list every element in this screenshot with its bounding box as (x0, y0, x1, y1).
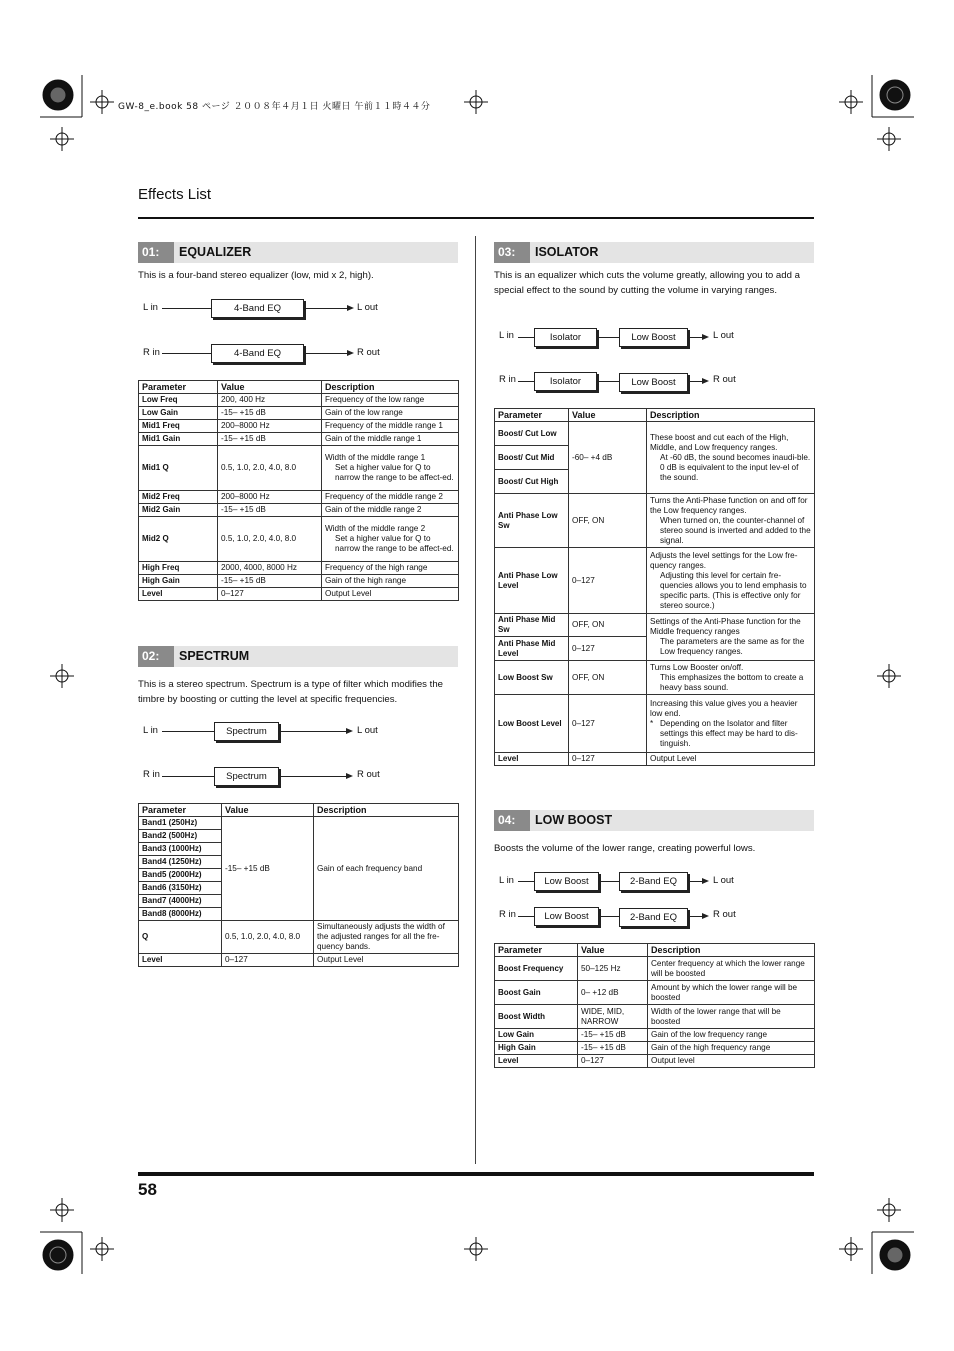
col-header: Description (648, 944, 815, 957)
desc: Frequency of the low range (322, 394, 459, 407)
param: Band3 (1000Hz) (139, 843, 222, 856)
signal-line (518, 916, 535, 917)
table-row (139, 575, 459, 588)
spectrum-table (138, 803, 459, 967)
signal-line (689, 337, 703, 338)
r-in-label: R in (499, 374, 516, 385)
param: Low Freq (139, 394, 218, 407)
param: Anti Phase Low Level (495, 548, 569, 614)
param: Q (139, 921, 222, 954)
lowboost-box-r: Low Boost (534, 907, 599, 926)
col-header: Value (569, 409, 647, 422)
page-number: 58 (138, 1180, 157, 1199)
table-row (495, 753, 815, 766)
signal-line (305, 308, 348, 309)
table-row (495, 422, 815, 446)
value: -15– +15 dB (218, 407, 322, 420)
desc: Output Level (314, 954, 459, 967)
value: OFF, ON (569, 614, 647, 637)
desc: Gain of the high frequency range (648, 1042, 815, 1055)
arrow-icon (702, 878, 709, 884)
eq-box-r: 4-Band EQ (211, 344, 304, 363)
table-row (495, 981, 815, 1005)
value: 0.5, 1.0, 2.0, 4.0, 8.0 (218, 446, 322, 491)
value: -15– +15 dB (578, 1042, 648, 1055)
section-title: SPECTRUM (179, 649, 250, 663)
note-mark: * (650, 718, 654, 728)
column-divider (475, 236, 476, 1164)
isolator-box-l: Isolator (534, 328, 597, 347)
desc-line: These boost and cut each of the High, Middle, and Low frequency ranges. (650, 432, 789, 452)
desc (322, 446, 459, 491)
arrow-icon (346, 728, 353, 734)
desc: Gain of the low frequency range (648, 1029, 815, 1042)
param: Band2 (500Hz) (139, 830, 222, 843)
equalizer-intro: This is a four-band stereo equalizer (low, mid x 2, high). (138, 270, 374, 281)
r-out-label: R out (357, 769, 380, 780)
signal-line (162, 731, 215, 732)
param: Mid1 Freq (139, 420, 218, 433)
desc-line: Width of the middle range 1 (325, 453, 426, 462)
l-out-label: L out (357, 725, 378, 736)
running-title: Effects List (138, 186, 212, 203)
desc: Gain of the low range (322, 407, 459, 420)
signal-line (518, 337, 535, 338)
table-row (139, 817, 459, 830)
desc: Amount by which the lower range will be boosted (648, 981, 815, 1005)
arrow-icon (347, 350, 354, 356)
value: -15– +15 dB (222, 817, 314, 921)
section-number: 02: (138, 646, 174, 667)
value: -15– +15 dB (218, 575, 322, 588)
param: Band6 (3150Hz) (139, 882, 222, 895)
section-number: 04: (494, 810, 530, 831)
table-row (495, 548, 815, 614)
lowboost-box-l: Low Boost (619, 328, 688, 347)
value: 2000, 4000, 8000 Hz (218, 562, 322, 575)
spectrum-intro: This is a stereo spectrum. Spectrum is a type of filter which modifies the timbre by boosting or cutting the level at specific frequencies. (138, 679, 443, 705)
signal-line (689, 916, 703, 917)
col-header: Parameter (139, 381, 218, 394)
param: Band8 (8000Hz) (139, 908, 222, 921)
table-row (139, 954, 459, 967)
desc (647, 614, 815, 661)
l-out-label: L out (713, 875, 734, 886)
param: Anti Phase Mid Sw (495, 614, 569, 637)
lowboost-table (494, 943, 815, 1068)
spectrum-box-r: Spectrum (214, 767, 279, 786)
eq-box-l: 4-Band EQ (211, 299, 304, 318)
signal-line (598, 381, 620, 382)
l-out-label: L out (713, 330, 734, 341)
col-header: Parameter (495, 409, 569, 422)
isolator-table (494, 408, 815, 766)
desc: Frequency of the middle range 1 (322, 420, 459, 433)
table-row (495, 494, 815, 548)
table-header-row (495, 409, 815, 422)
table-row (495, 1005, 815, 1029)
isolator-box-r: Isolator (534, 372, 597, 391)
desc (647, 695, 815, 753)
value: 200–8000 Hz (218, 420, 322, 433)
col-header: Description (647, 409, 815, 422)
param: High Freq (139, 562, 218, 575)
table-header-row (139, 381, 459, 394)
equalizer-table (138, 380, 459, 601)
desc (647, 548, 815, 614)
l-in-label: L in (499, 875, 514, 886)
value: 0–127 (218, 588, 322, 601)
param: Low Boost Sw (495, 661, 569, 695)
desc: Center frequency at which the lower range will be boosted (648, 957, 815, 981)
spectrum-box-l: Spectrum (214, 722, 279, 741)
table-header-row (495, 944, 815, 957)
param: Mid1 Q (139, 446, 218, 491)
table-row (495, 957, 815, 981)
table-row (139, 517, 459, 562)
section-number: 03: (494, 242, 530, 263)
param: Level (139, 588, 218, 601)
desc: Gain of each frequency band (314, 817, 459, 921)
col-header: Value (218, 381, 322, 394)
desc: Simultaneously adjusts the width of the adjusted ranges for all the fre-quency bands. (314, 921, 459, 954)
section-title: LOW BOOST (535, 813, 613, 827)
param: Level (495, 753, 569, 766)
param: Band1 (250Hz) (139, 817, 222, 830)
value: WIDE, MID, NARROW (578, 1005, 648, 1029)
value: 200–8000 Hz (218, 491, 322, 504)
lowboost-box-r: Low Boost (619, 373, 688, 392)
signal-line (598, 337, 620, 338)
top-rule (138, 217, 814, 219)
col-header: Description (322, 381, 459, 394)
param: Low Gain (139, 407, 218, 420)
lowboost-box-l: Low Boost (534, 872, 599, 891)
signal-line (162, 353, 212, 354)
table-row (495, 1042, 815, 1055)
arrow-icon (702, 378, 709, 384)
param: Low Gain (495, 1029, 578, 1042)
value: 0–127 (569, 548, 647, 614)
arrow-icon (702, 913, 709, 919)
section-equalizer-header (138, 242, 458, 263)
r-in-label: R in (143, 347, 160, 358)
r-out-label: R out (357, 347, 380, 358)
bottom-rule (138, 1172, 814, 1176)
table-row (495, 1055, 815, 1068)
table-row (139, 921, 459, 954)
2band-eq-box-r: 2-Band EQ (619, 908, 688, 927)
param: Mid2 Freq (139, 491, 218, 504)
print-header: GW-8_e.book 58 ページ ２００８年４月１日 火曜日 午前１１時４４分 (118, 102, 431, 112)
table-row (139, 491, 459, 504)
signal-line (518, 381, 535, 382)
desc-line: Turns Low Booster on/off. (650, 662, 744, 672)
signal-line (280, 731, 347, 732)
value: 0.5, 1.0, 2.0, 4.0, 8.0 (222, 921, 314, 954)
r-out-label: R out (713, 909, 736, 920)
value: 200, 400 Hz (218, 394, 322, 407)
desc (322, 517, 459, 562)
desc (647, 661, 815, 695)
signal-line (600, 881, 620, 882)
param: Level (495, 1055, 578, 1068)
desc-detail: When turned on, the counter-channel of stereo sound is inverted and added to the signal. (660, 515, 811, 545)
desc (647, 422, 815, 494)
table-row (139, 562, 459, 575)
desc-line: Turns the Anti-Phase function on and off for the Low frequency ranges. (650, 495, 808, 515)
table-row (495, 614, 815, 637)
value: -15– +15 dB (578, 1029, 648, 1042)
desc-detail: Set a higher value for Q to narrow the range to be affect-ed. (335, 534, 454, 553)
param: Boost/ Cut Low (495, 422, 569, 446)
col-header: Value (222, 804, 314, 817)
table-row (139, 504, 459, 517)
value: 0–127 (569, 637, 647, 661)
param: High Gain (495, 1042, 578, 1055)
table-row (139, 420, 459, 433)
col-header: Parameter (495, 944, 578, 957)
desc-line: Adjusts the level settings for the Low fre-quency ranges. (650, 550, 798, 570)
table-header-row (139, 804, 459, 817)
param: Boost/ Cut High (495, 470, 569, 494)
desc-line: Settings of the Anti-Phase function for the Middle frequency ranges (650, 617, 801, 636)
note-text: Depending on the Isolator and filter settings this effect may be hard to dis-tinguish. (660, 718, 798, 748)
param: Mid2 Gain (139, 504, 218, 517)
desc: Gain of the middle range 2 (322, 504, 459, 517)
table-row (139, 407, 459, 420)
signal-line (600, 916, 620, 917)
desc-detail: At -60 dB, the sound becomes inaudi-ble. 0 dB is equivalent to the input lev-el of the sound. (660, 452, 811, 482)
param: Mid2 Q (139, 517, 218, 562)
l-in-label: L in (143, 725, 158, 736)
r-in-label: R in (143, 769, 160, 780)
value: 0– +12 dB (578, 981, 648, 1005)
value: 0–127 (569, 695, 647, 753)
param: Anti Phase Low Sw (495, 494, 569, 548)
value: 0–127 (569, 753, 647, 766)
arrow-icon (347, 305, 354, 311)
signal-line (305, 353, 348, 354)
desc-detail: Set a higher value for Q to narrow the range to be affect-ed. (335, 463, 454, 482)
desc-detail: This emphasizes the bottom to create a heavy bass sound. (660, 672, 804, 692)
table-row (139, 433, 459, 446)
value: 0.5, 1.0, 2.0, 4.0, 8.0 (218, 517, 322, 562)
desc: Gain of the high range (322, 575, 459, 588)
col-header: Description (314, 804, 459, 817)
param: Boost Gain (495, 981, 578, 1005)
table-row (139, 394, 459, 407)
desc: Frequency of the high range (322, 562, 459, 575)
desc-line: Width of the middle range 2 (325, 524, 426, 533)
param: High Gain (139, 575, 218, 588)
value: -15– +15 dB (218, 504, 322, 517)
table-row (495, 695, 815, 753)
desc-detail: Adjusting this level for certain fre-quencies allows you to lend emphasis to specific parts. (This is effective only for stereo source.) (660, 570, 807, 610)
l-in-label: L in (143, 302, 158, 313)
param: Boost/ Cut Mid (495, 446, 569, 470)
signal-line (162, 776, 215, 777)
param: Band4 (1250Hz) (139, 856, 222, 869)
value: 0–127 (578, 1055, 648, 1068)
section-title: EQUALIZER (179, 245, 252, 259)
param: Band7 (4000Hz) (139, 895, 222, 908)
col-header: Value (578, 944, 648, 957)
value: -15– +15 dB (218, 433, 322, 446)
2band-eq-box-l: 2-Band EQ (619, 872, 688, 891)
param: Low Boost Level (495, 695, 569, 753)
param: Mid1 Gain (139, 433, 218, 446)
col-header: Parameter (139, 804, 222, 817)
r-in-label: R in (499, 909, 516, 920)
desc: Output level (648, 1055, 815, 1068)
desc (647, 494, 815, 548)
table-row (495, 661, 815, 695)
desc: Gain of the middle range 1 (322, 433, 459, 446)
signal-line (689, 381, 703, 382)
lowboost-intro: Boosts the volume of the lower range, creating powerful lows. (494, 843, 756, 854)
arrow-icon (346, 773, 353, 779)
section-lowboost-header (494, 810, 814, 831)
signal-line (518, 881, 535, 882)
section-isolator-header (494, 242, 814, 263)
l-in-label: L in (499, 330, 514, 341)
desc-detail: The parameters are the same as for the Low frequency ranges. (660, 637, 805, 656)
table-row (139, 446, 459, 491)
param: Boost Frequency (495, 957, 578, 981)
desc: Width of the lower range that will be boosted (648, 1005, 815, 1029)
desc: Frequency of the middle range 2 (322, 491, 459, 504)
param: Band5 (2000Hz) (139, 869, 222, 882)
r-out-label: R out (713, 374, 736, 385)
value: 50–125 Hz (578, 957, 648, 981)
signal-line (689, 881, 703, 882)
value: OFF, ON (569, 661, 647, 695)
table-row (495, 1029, 815, 1042)
value: OFF, ON (569, 494, 647, 548)
param: Anti Phase Mid Level (495, 637, 569, 661)
section-title: ISOLATOR (535, 245, 599, 259)
desc: Output Level (647, 753, 815, 766)
signal-line (162, 308, 212, 309)
value: 0–127 (222, 954, 314, 967)
section-number: 01: (138, 242, 174, 263)
param: Boost Width (495, 1005, 578, 1029)
signal-line (280, 776, 347, 777)
desc: Output Level (322, 588, 459, 601)
l-out-label: L out (357, 302, 378, 313)
section-spectrum-header (138, 646, 458, 667)
value: -60– +4 dB (569, 422, 647, 494)
desc-line: Increasing this value gives you a heavier low end. (650, 698, 798, 718)
table-row (139, 588, 459, 601)
param: Level (139, 954, 222, 967)
arrow-icon (702, 334, 709, 340)
isolator-intro: This is an equalizer which cuts the volume greatly, allowing you to add a special effect to the sound by cutting the volume in varying ranges. (494, 270, 800, 296)
